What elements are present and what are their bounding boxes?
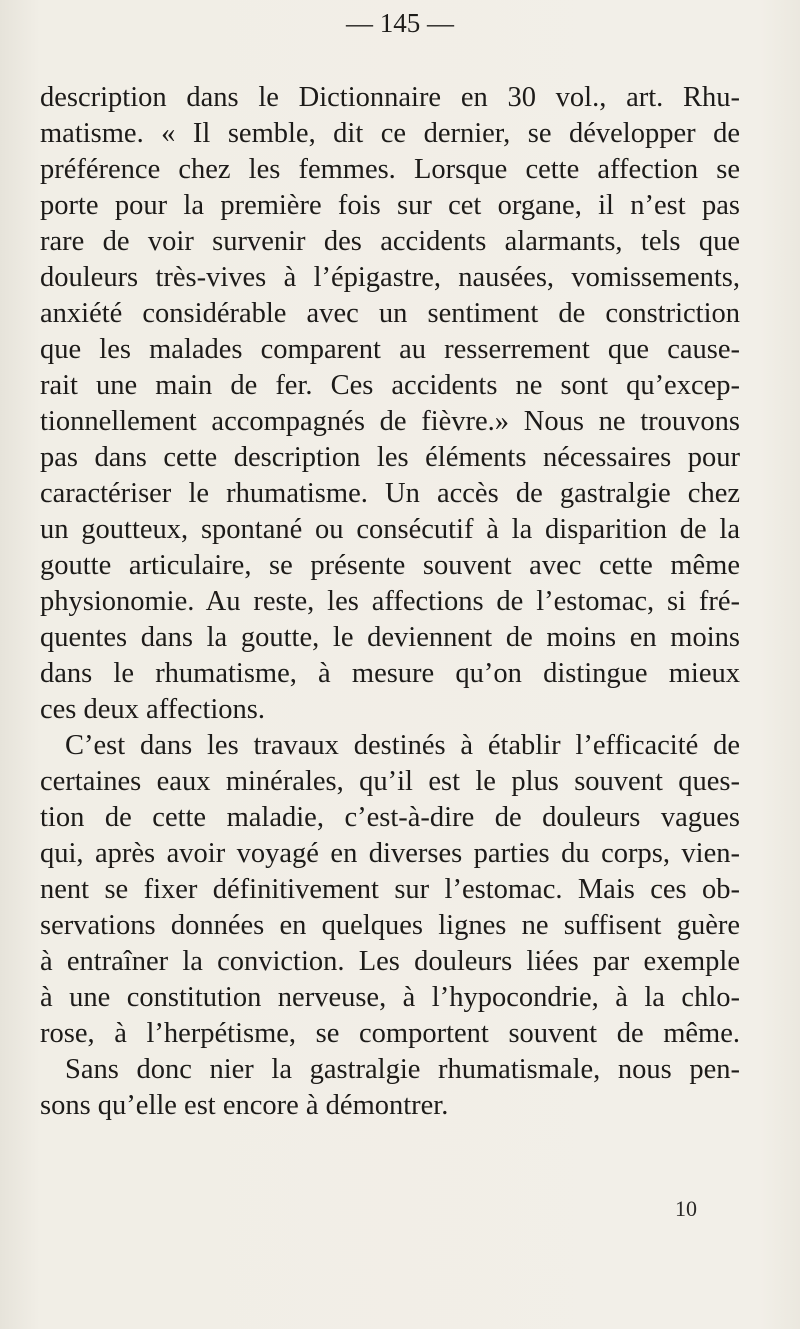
text-line: que les malades comparent au resserrement que cause- <box>40 334 740 365</box>
text-line: rait une main de fer. Ces accidents ne sont qu’excep- <box>40 370 740 401</box>
text-line: à entraîner la conviction. Les douleurs liées par exemple <box>40 946 740 977</box>
text-line: nent se fixer définitivement sur l’estomac. Mais ces ob- <box>40 874 740 905</box>
text-line: tionnellement accompagnés de fièvre.» Nous ne trouvons <box>40 406 740 437</box>
text-line: Sans donc nier la gastralgie rhumatismale, nous pen- <box>65 1054 740 1085</box>
body-text <box>40 80 740 1124</box>
text-line: qui, après avoir voyagé en diverses parties du corps, vien- <box>40 838 740 869</box>
text-line: dans le rhumatisme, à mesure qu’on distingue mieux <box>40 658 740 689</box>
text-line: pas dans cette description les éléments nécessaires pour <box>40 442 740 473</box>
text-line: rare de voir survenir des accidents alarmants, tels que <box>40 226 740 257</box>
text-line: porte pour la première fois sur cet organe, il n’est pas <box>40 190 740 221</box>
text-line: préférence chez les femmes. Lorsque cette affection se <box>40 154 740 185</box>
text-line: matisme. « Il semble, dit ce dernier, se développer de <box>40 118 740 149</box>
text-line: rose, à l’herpétisme, se comportent souvent de même. <box>40 1018 740 1049</box>
text-line: à une constitution nerveuse, à l’hypocondrie, à la chlo- <box>40 982 740 1013</box>
text-line: anxiété considérable avec un sentiment de constriction <box>40 298 740 329</box>
text-line: physionomie. Au reste, les affections de l’estomac, si fré- <box>40 586 740 617</box>
text-line: servations données en quelques lignes ne suffisent guère <box>40 910 740 941</box>
text-line: C’est dans les travaux destinés à établir l’efficacité de <box>65 730 740 761</box>
text-line: un goutteux, spontané ou consécutif à la disparition de la <box>40 514 740 545</box>
page-number: — 145 — <box>346 8 454 38</box>
text-line: sons qu’elle est encore à démontrer. <box>40 1090 449 1121</box>
text-line: caractériser le rhumatisme. Un accès de gastralgie chez <box>40 478 740 509</box>
text-line: tion de cette maladie, c’est-à-dire de douleurs vagues <box>40 802 740 833</box>
text-line: certaines eaux minérales, qu’il est le plus souvent ques- <box>40 766 740 797</box>
text-line: description dans le Dictionnaire en 30 vol., art. Rhu- <box>40 82 740 113</box>
signature-mark: 10 <box>675 1196 697 1221</box>
text-line: quentes dans la goutte, le deviennent de moins en moins <box>40 622 740 653</box>
text-line: ces deux affections. <box>40 694 266 725</box>
text-line: douleurs très-vives à l’épigastre, nausées, vomissements, <box>40 262 740 293</box>
text-line: goutte articulaire, se présente souvent avec cette même <box>40 550 740 581</box>
